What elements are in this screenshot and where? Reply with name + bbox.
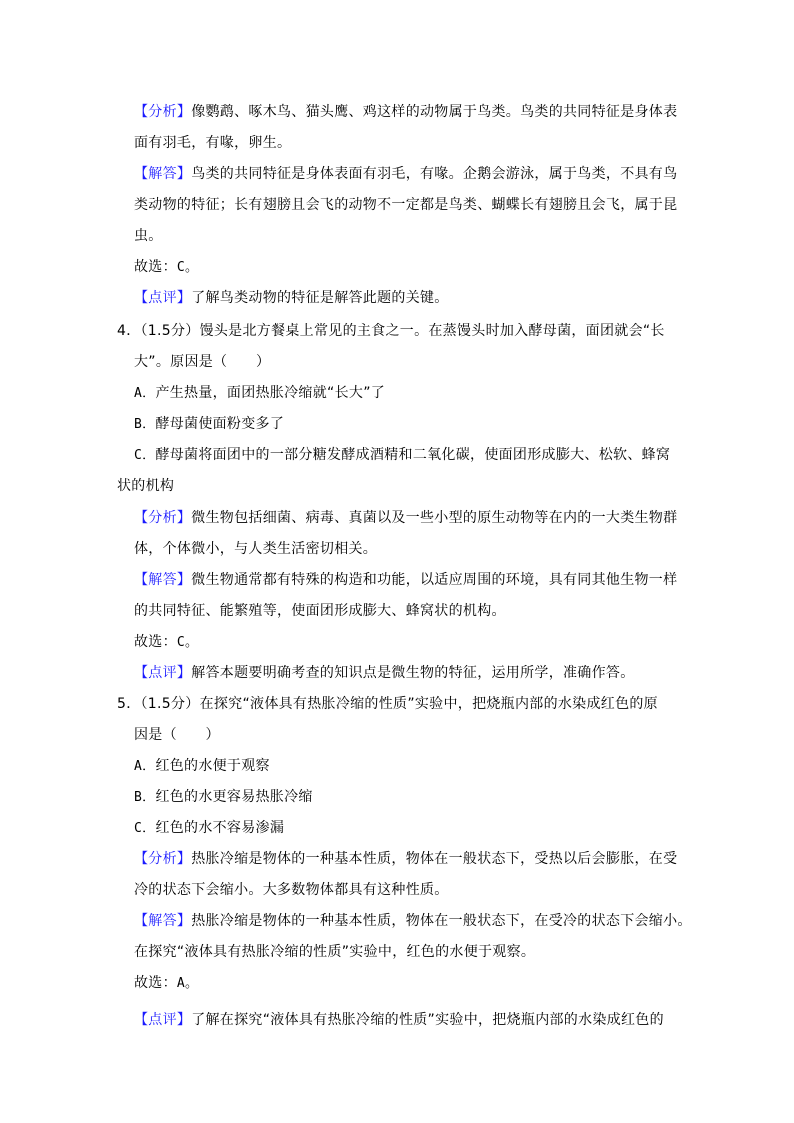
comment-tag: 【点评】 — [134, 290, 192, 306]
answer-tag: 【解答】 — [134, 572, 192, 588]
q5-answer-line-1 — [134, 911, 692, 931]
q5-choice — [134, 973, 198, 994]
choice-label: 故选： — [134, 259, 177, 275]
q5-analysis-line-2: 冷的状态下会缩小。大多数物体都具有这种性质。 — [134, 882, 449, 898]
option-letter: C． — [134, 821, 156, 836]
q5-stem-line-1: 5．（1.5分）在探究“液体具有热胀冷缩的性质”实验中，把烧瓶内部的水染成红色的原 — [117, 696, 658, 712]
q4-answer-line-2: 的共同特征、能繁殖等，使面团形成膨大、蜂窝状的机构。 — [134, 603, 506, 619]
comment-text: 了解在探究“液体具有热胀冷缩的性质”实验中，把烧瓶内部的水染成红色的 — [191, 1012, 664, 1028]
answer-tag: 【解答】 — [134, 913, 192, 929]
choice-label: 故选： — [134, 975, 177, 991]
q4-choice — [134, 632, 198, 653]
q3-analysis-line-2: 面有羽毛，有喙，卵生。 — [134, 135, 292, 151]
q4-option-c-cont: 状的机构 — [117, 478, 175, 494]
answer-text: 热胀冷缩是物体的一种基本性质，物体在一般状态下，在受冷的状态下会缩小。 — [191, 913, 692, 929]
choice-label: 故选： — [134, 634, 177, 650]
answer-text: 鸟类的共同特征是身体表面有羽毛，有喙。企鹅会游泳，属于鸟类，不具有鸟 — [191, 166, 678, 182]
option-text: 红色的水不容易渗漏 — [155, 820, 285, 836]
q3-answer-line-3: 虫。 — [134, 228, 163, 244]
q4-comment — [134, 663, 635, 683]
option-text: 红色的水更容易热胀冷缩 — [155, 789, 313, 805]
q4-option-b — [134, 414, 284, 435]
analysis-tag: 【分析】 — [134, 510, 192, 526]
q3-analysis-line-1 — [134, 102, 677, 122]
q4-option-c — [134, 445, 670, 466]
answer-tag: 【解答】 — [134, 166, 192, 182]
q5-comment — [134, 1010, 664, 1030]
comment-text: 解答本题要明确考查的知识点是微生物的特征，运用所学，准确作答。 — [191, 665, 635, 681]
q4-answer-line-1 — [134, 570, 677, 590]
option-letter: C． — [134, 448, 156, 463]
q5-stem-line-2: 因是（ ） — [134, 727, 220, 743]
q3-choice — [134, 257, 198, 278]
q5-option-b — [134, 787, 313, 808]
comment-text: 了解鸟类动物的特征是解答此题的关键。 — [191, 290, 449, 306]
q5-option-a — [134, 756, 270, 777]
choice-value: A。 — [176, 976, 199, 991]
answer-text: 微生物通常都有特殊的构造和功能，以适应周围的环境，具有同其他生物一样 — [191, 572, 678, 588]
q4-analysis-line-2: 体，个体微小，与人类生活密切相关。 — [134, 541, 378, 557]
q4-stem-line-1: 4．（1.5分）馒头是北方餐桌上常见的主食之一。在蒸馒头时加入酵母菌，面团就会“长 — [117, 323, 665, 339]
option-text: 产生热量，面团热胀冷缩就“长大”了 — [155, 385, 386, 401]
q5-option-c — [134, 818, 284, 839]
analysis-tag: 【分析】 — [134, 104, 192, 120]
choice-value: C。 — [176, 635, 199, 650]
q4-analysis-line-1 — [134, 508, 677, 528]
option-letter: B． — [134, 417, 156, 432]
q4-option-a — [134, 383, 385, 404]
comment-tag: 【点评】 — [134, 665, 192, 681]
comment-tag: 【点评】 — [134, 1012, 192, 1028]
analysis-tag: 【分析】 — [134, 851, 192, 867]
option-letter: B． — [134, 790, 156, 805]
analysis-text: 热胀冷缩是物体的一种基本性质，物体在一般状态下，受热以后会膨胀，在受 — [191, 851, 678, 867]
option-letter: A． — [134, 759, 156, 774]
q3-answer-line-2: 类动物的特征；长有翅膀且会飞的动物不一定都是鸟类、蝴蝶长有翅膀且会飞，属于昆 — [134, 197, 678, 213]
q5-analysis-line-1 — [134, 849, 677, 869]
option-text: 酵母菌将面团中的一部分糖发酵成酒精和二氧化碳，使面团形成膨大、松软、蜂窝 — [155, 447, 671, 463]
option-text: 酵母菌使面粉变多了 — [155, 416, 285, 432]
option-text: 红色的水便于观察 — [155, 758, 270, 774]
q3-comment — [134, 288, 449, 308]
analysis-text: 微生物包括细菌、病毒、真菌以及一些小型的原生动物等在内的一大类生物群 — [191, 510, 678, 526]
q3-answer-line-1 — [134, 164, 677, 184]
q5-answer-line-2: 在探究“液体具有热胀冷缩的性质”实验中，红色的水便于观察。 — [134, 944, 536, 960]
analysis-text: 像鹦鹉、啄木鸟、猫头鹰、鸡这样的动物属于鸟类。鸟类的共同特征是身体表 — [191, 104, 678, 120]
choice-value: C。 — [176, 260, 199, 275]
q4-stem-line-2: 大”。原因是（ ） — [134, 354, 271, 370]
option-letter: A． — [134, 386, 156, 401]
